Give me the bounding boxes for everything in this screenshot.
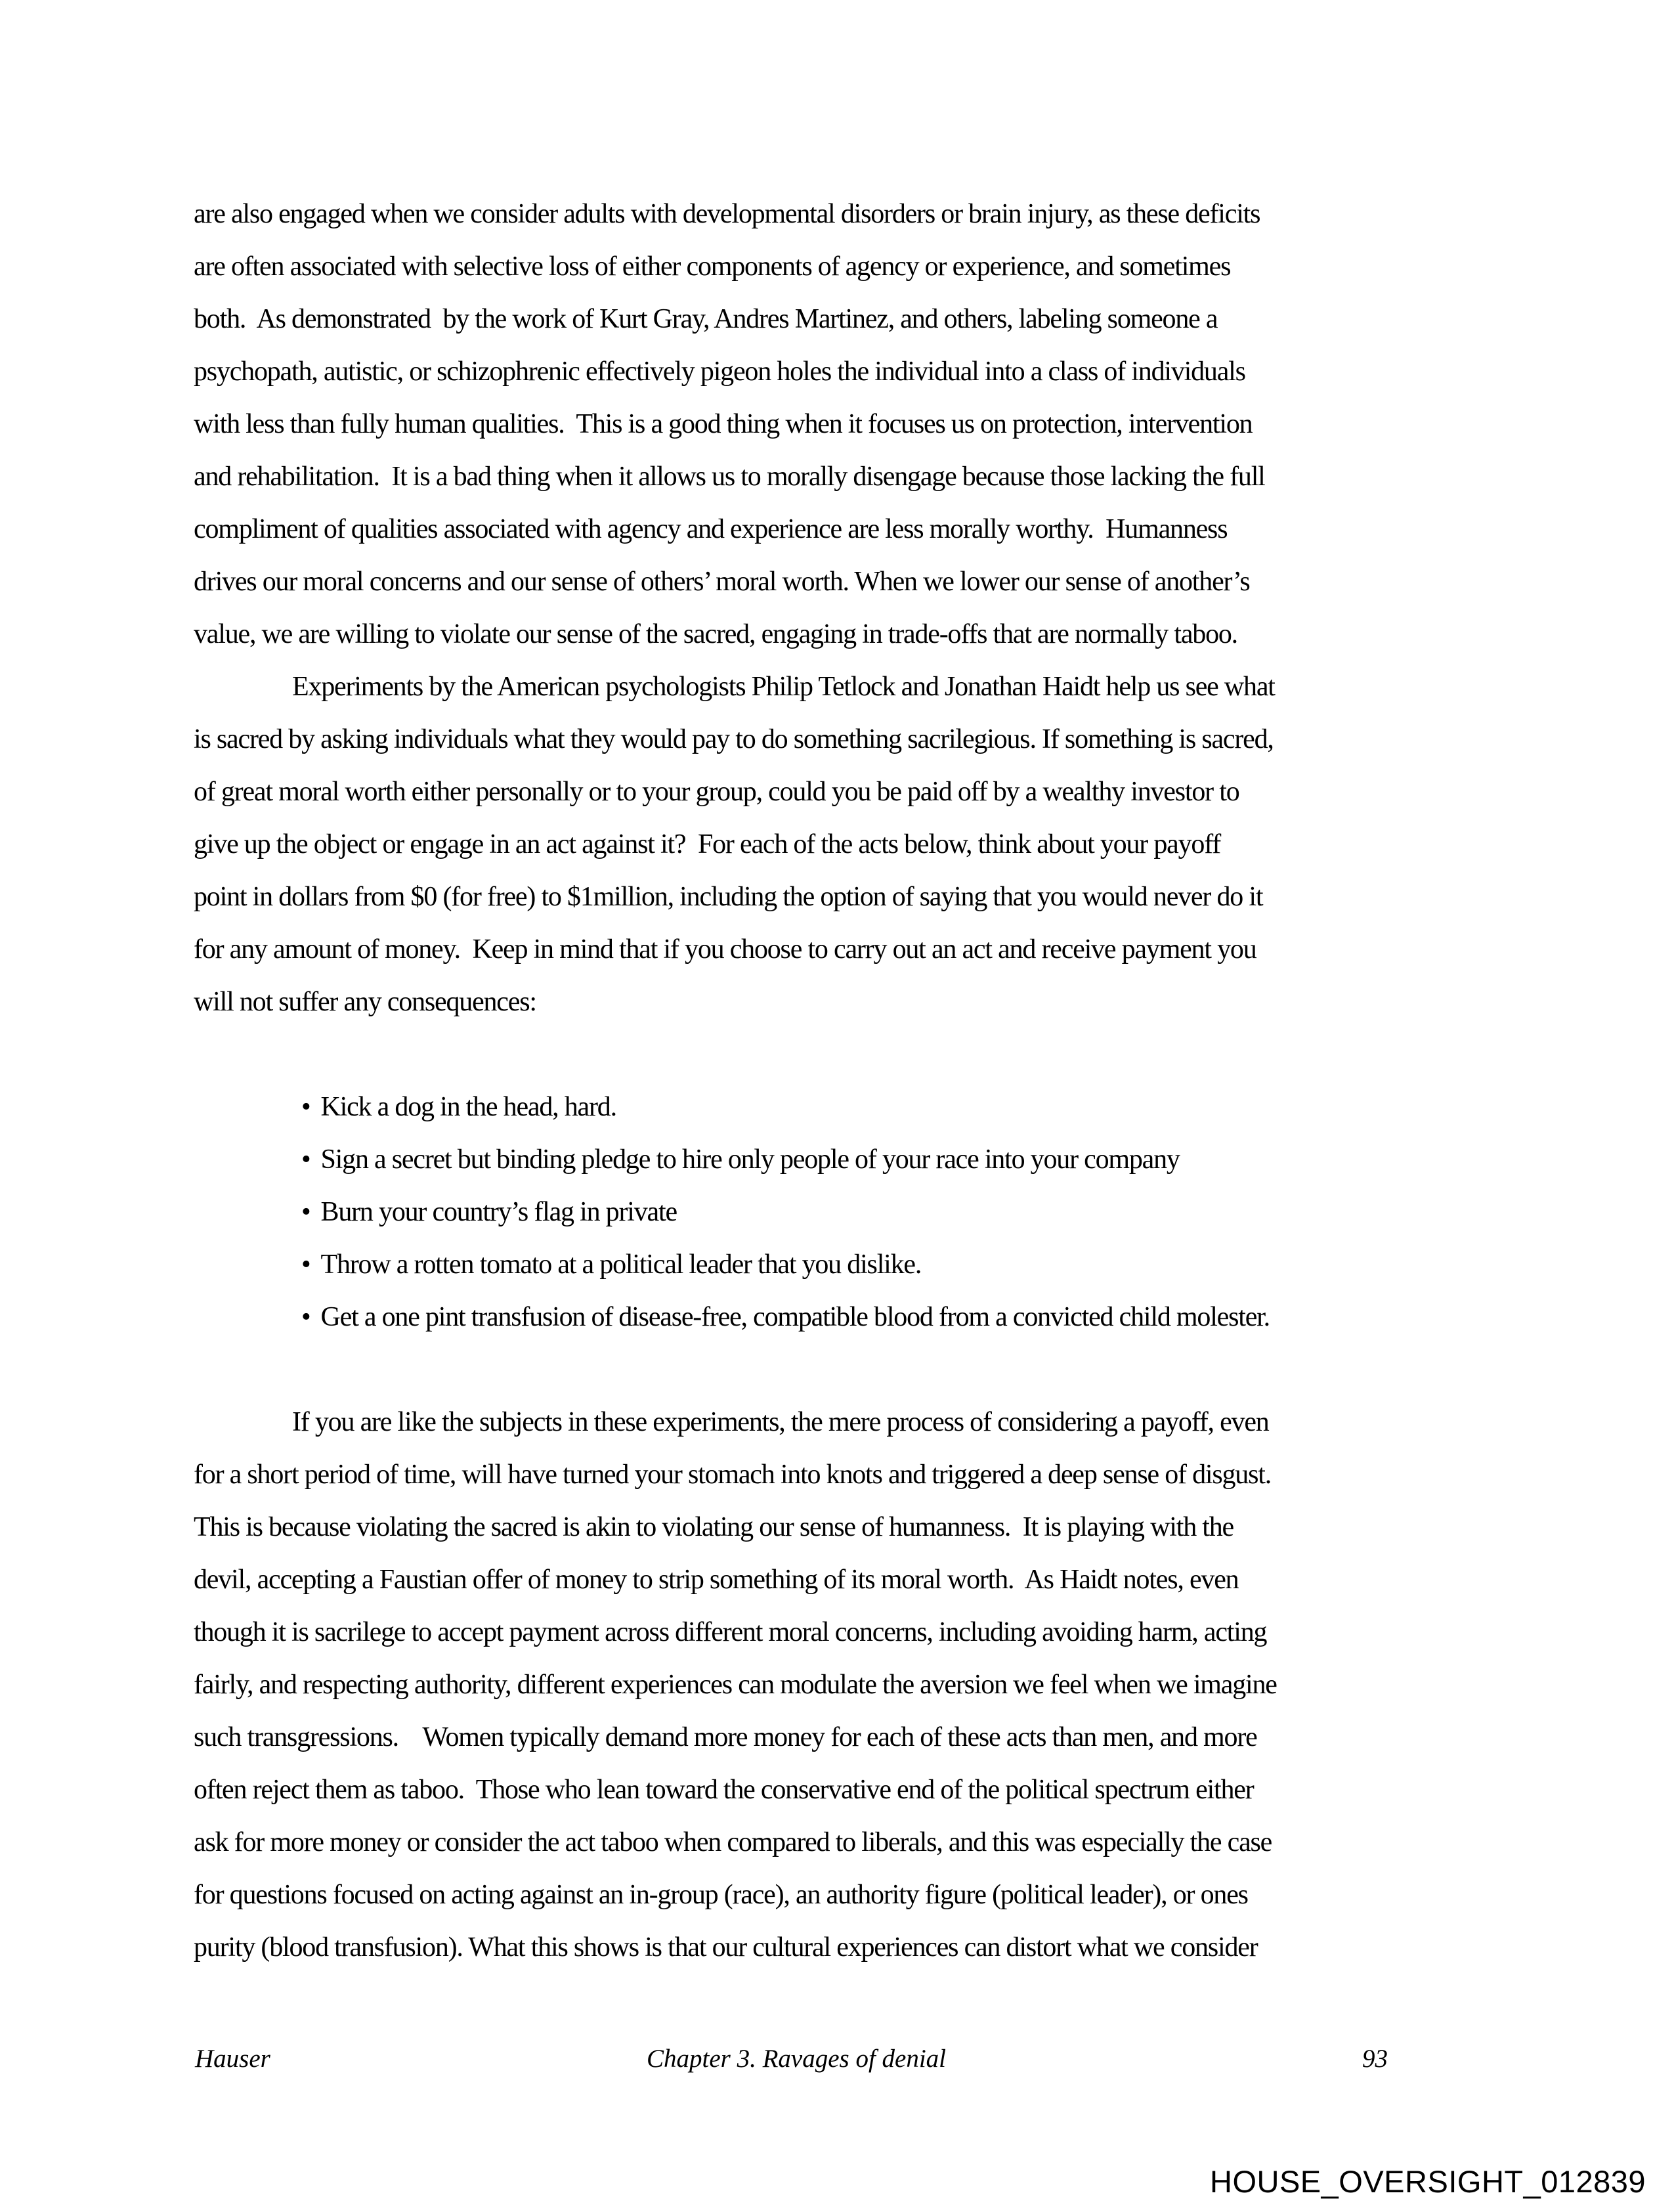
text-line: though it is sacrilege to accept payment across different moral concerns, including avoiding harm, acting [194, 1617, 1267, 1647]
text-line: such transgressions. Women typically demand more money for each of these acts than men, and more [194, 1722, 1257, 1752]
text-line: for a short period of time, will have turned your stomach into knots and triggered a deep sense of disgust. [194, 1460, 1272, 1490]
list-item [194, 1291, 1503, 1343]
text-line: compliment of qualities associated with agency and experience are less morally worthy. Humanness [194, 514, 1228, 544]
text-line: are also engaged when we consider adults with developmental disorders or brain injury, as these deficits [194, 199, 1260, 229]
text-line: Experiments by the American psychologists Philip Tetlock and Jonathan Haidt help us see what [292, 672, 1275, 702]
text-line: point in dollars from $0 (for free) to $1million, including the option of saying that you would never do it [194, 882, 1263, 912]
text-line: If you are like the subjects in these experiments, the mere process of considering a payoff, even [292, 1407, 1269, 1437]
text-line: often reject them as taboo. Those who lean toward the conservative end of the political spectrum either [194, 1775, 1254, 1805]
paragraph-2 [194, 661, 1503, 1028]
list-item-text: Kick a dog in the head, hard. [320, 1092, 616, 1122]
page-footer [0, 2039, 1674, 2079]
text-line: value, we are willing to violate our sense of the sacred, engaging in trade-offs that are normally taboo. [194, 619, 1237, 649]
text-line: is sacred by asking individuals what they would pay to do something sacrilegious. If something is sacred, [194, 724, 1274, 754]
bullet-icon: • [301, 1197, 311, 1227]
list-item [194, 1186, 1503, 1238]
list-item [194, 1133, 1503, 1186]
page-body [194, 188, 1503, 1974]
paragraph-3 [194, 1396, 1503, 1974]
text-line: and rehabilitation. It is a bad thing when it allows us to morally disengage because those lacking the full [194, 462, 1265, 492]
bullet-icon: • [301, 1302, 311, 1332]
text-line: of great moral worth either personally or to your group, could you be paid off by a wealthy investor to [194, 777, 1239, 807]
text-line: both. As demonstrated by the work of Kurt Gray, Andres Martinez, and others, labeling someone a [194, 304, 1218, 334]
footer-author: Hauser [195, 2045, 270, 2073]
list-item-text: Burn your country’s flag in private [320, 1197, 677, 1227]
text-line: fairly, and respecting authority, different experiences can modulate the aversion we feel when we imagine [194, 1670, 1277, 1700]
text-line: for any amount of money. Keep in mind that if you choose to carry out an act and receive payment you [194, 934, 1256, 965]
bullet-icon: • [301, 1092, 311, 1122]
list-item-text: Get a one pint transfusion of disease-free, compatible blood from a convicted child molester. [320, 1302, 1270, 1332]
list-item-text: Throw a rotten tomato at a political leader that you dislike. [320, 1249, 922, 1280]
footer-chapter-title: Chapter 3. Ravages of denial [647, 2045, 947, 2073]
text-line: for questions focused on acting against an in-group (race), an authority figure (political leader), or ones [194, 1880, 1248, 1910]
bates-stamp: HOUSE_OVERSIGHT_012839 [1210, 2164, 1646, 2199]
bullet-icon: • [301, 1144, 311, 1175]
taboo-acts-bullet-list [194, 1081, 1503, 1343]
list-item [194, 1238, 1503, 1291]
text-line: with less than fully human qualities. This is a good thing when it focuses us on protection, intervention [194, 409, 1253, 439]
footer-page-number: 93 [1362, 2045, 1388, 2073]
paragraph-1 [194, 188, 1503, 661]
text-line: psychopath, autistic, or schizophrenic effectively pigeon holes the individual into a class of individuals [194, 357, 1245, 387]
text-line: will not suffer any consequences: [194, 987, 536, 1017]
text-line: drives our moral concerns and our sense of others’ moral worth. When we lower our sense of another’s [194, 567, 1250, 597]
bullet-icon: • [301, 1249, 311, 1280]
text-line: ask for more money or consider the act taboo when compared to liberals, and this was especially the case [194, 1827, 1272, 1857]
text-line: give up the object or engage in an act against it? For each of the acts below, think about your payoff [194, 829, 1221, 859]
text-line: purity (blood transfusion). What this shows is that our cultural experiences can distort what we consider [194, 1932, 1258, 1963]
text-line: This is because violating the sacred is akin to violating our sense of humanness. It is playing with the [194, 1512, 1234, 1542]
text-line: devil, accepting a Faustian offer of money to strip something of its moral worth. As Haidt notes, even [194, 1565, 1239, 1595]
text-line: are often associated with selective loss of either components of agency or experience, and sometimes [194, 251, 1231, 282]
list-item [194, 1081, 1503, 1133]
list-item-text: Sign a secret but binding pledge to hire only people of your race into your company [320, 1144, 1180, 1175]
